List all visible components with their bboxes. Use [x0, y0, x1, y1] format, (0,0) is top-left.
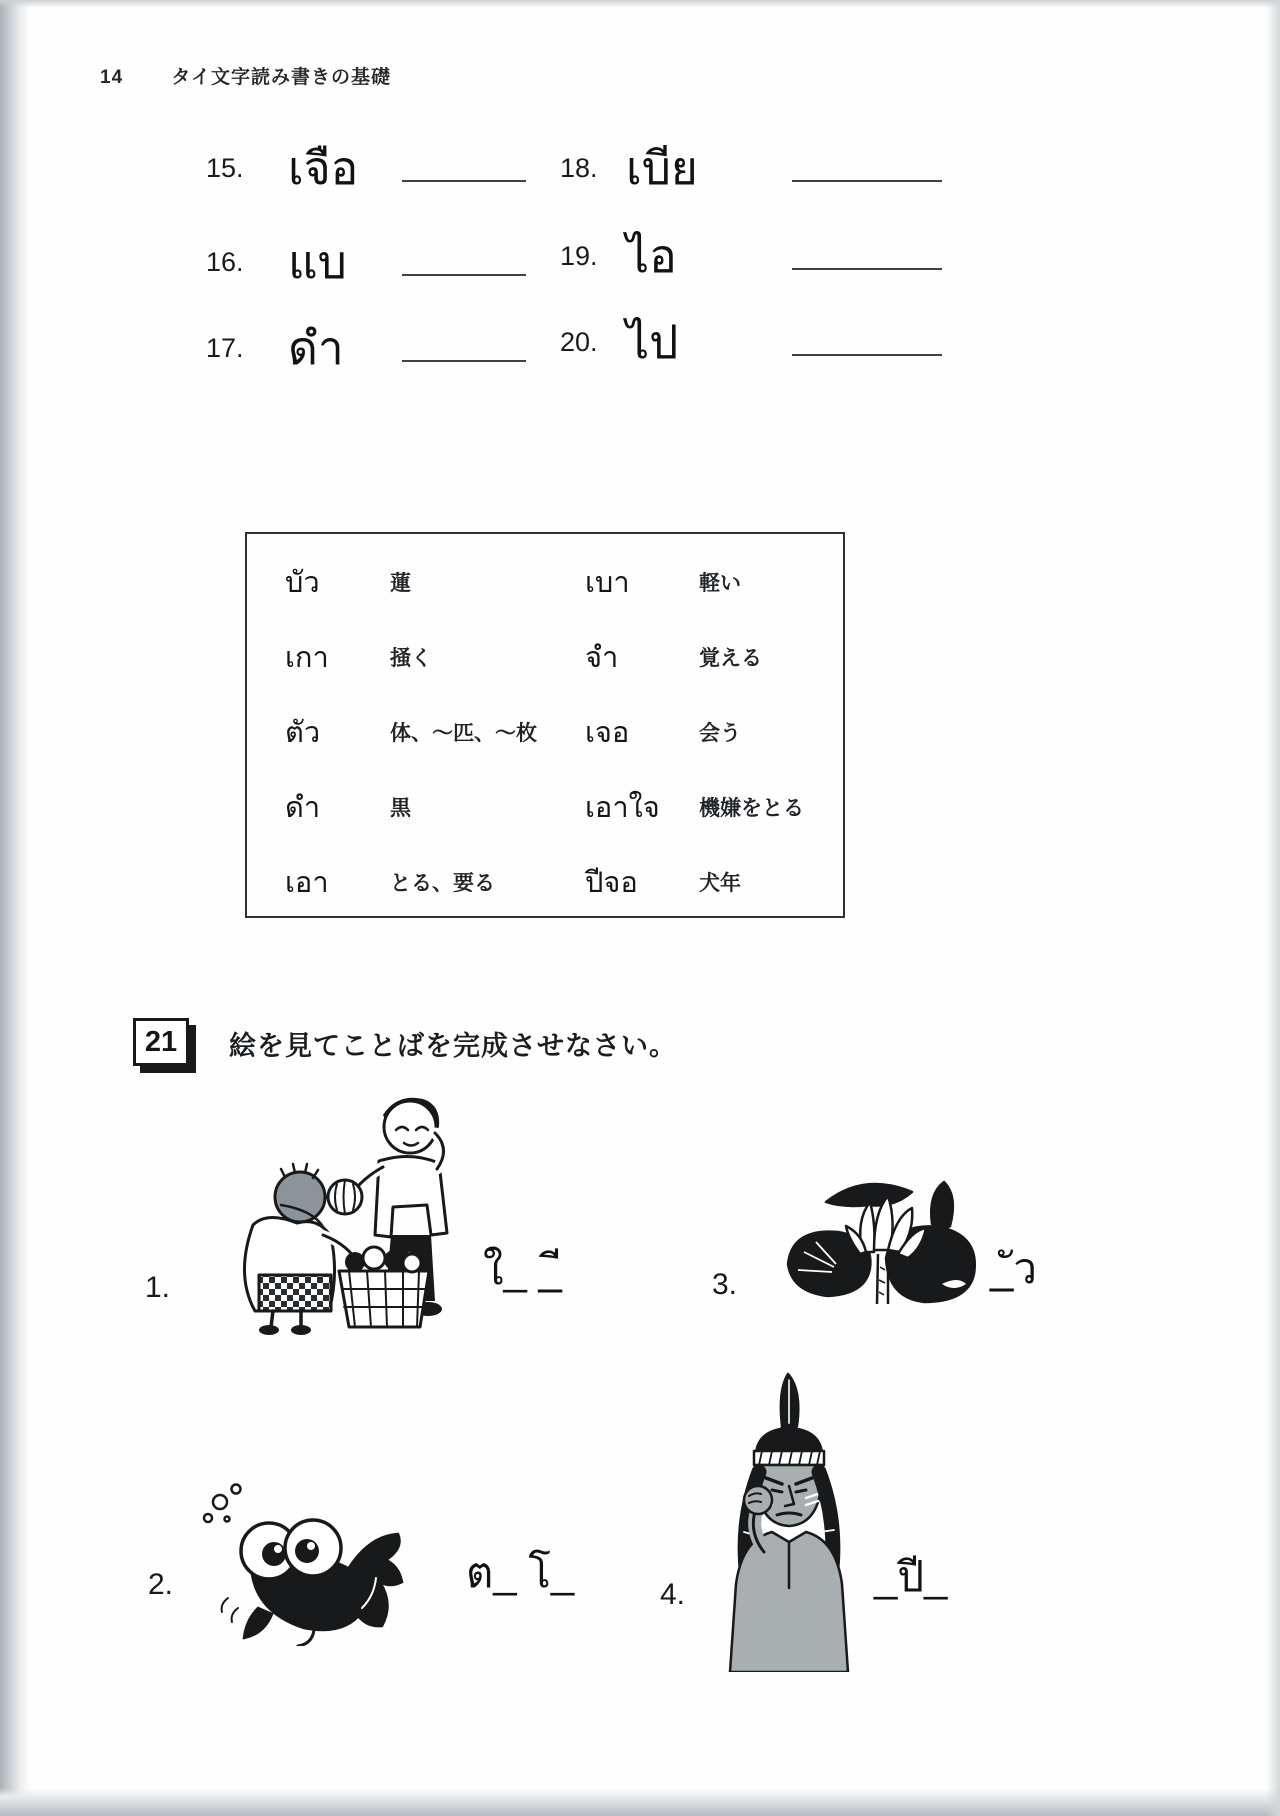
answer-text: _ัว: [990, 1245, 1037, 1292]
vocab-meaning: 蓮: [390, 571, 411, 595]
vocab-thai: จำ: [585, 641, 619, 674]
scan-edge-left: [0, 0, 30, 1816]
picture-item-3: [712, 1172, 1082, 1317]
page-number: 14: [100, 67, 124, 88]
drill-item-15: [206, 122, 551, 192]
vocab-meaning: 掻く: [390, 646, 432, 670]
picture-item-1: [145, 1085, 615, 1340]
vocab-thai: เอา: [285, 866, 329, 899]
vocab-row: [247, 544, 843, 619]
item-number: 18.: [560, 153, 598, 183]
picture-item-4: [660, 1372, 1090, 1677]
drill-item-20: [560, 296, 960, 366]
vocab-meaning: 犬年: [699, 871, 741, 895]
item-number: 16.: [206, 247, 244, 277]
vocab-meaning: 機嫌をとる: [699, 796, 804, 820]
item-number: 2.: [148, 1568, 174, 1601]
drill-item-17: [206, 302, 551, 372]
vocab-thai: เกา: [285, 641, 329, 674]
drill-item-18: [560, 122, 960, 192]
item-number: 1.: [145, 1271, 171, 1304]
man-helping-grandma-fruit-basket-illustration: [197, 1085, 477, 1335]
thai-word: แบ: [288, 235, 347, 288]
vocabulary-box: [245, 532, 845, 918]
thai-word: ไป: [626, 315, 679, 368]
answer-blank-line: [402, 180, 526, 182]
book-title: タイ文字読み書きの基礎: [171, 67, 392, 88]
page-header: [100, 62, 391, 89]
vocab-row: [247, 844, 843, 919]
answer-text: ต_ โ_: [466, 1549, 575, 1596]
item-number: 17.: [206, 333, 244, 363]
scan-edge-bottom: [0, 1788, 1280, 1816]
vocab-thai: เจอ: [585, 716, 630, 749]
item-number: 3.: [712, 1268, 738, 1301]
vocab-thai: เบา: [585, 566, 630, 599]
picture-item-2: [148, 1470, 608, 1655]
vocab-thai: ปีจอ: [585, 866, 638, 899]
item-number: 15.: [206, 153, 244, 183]
vocab-thai: ดำ: [285, 791, 321, 824]
big-eyed-goldfish-illustration: [194, 1478, 409, 1646]
answer-blank-line: [402, 274, 526, 276]
vocab-row: [247, 619, 843, 694]
item-number: 20.: [560, 327, 598, 357]
vocab-thai: ตัว: [285, 716, 321, 749]
vocab-meaning: 軽い: [699, 571, 741, 595]
vocab-thai: เอาใจ: [585, 791, 660, 824]
answer-blank-line: [402, 360, 526, 362]
thai-word: เบีย: [626, 141, 698, 194]
drill-item-19: [560, 210, 960, 280]
answer-blank-line: [792, 180, 942, 182]
vocab-meaning: 黒: [390, 796, 411, 820]
item-number: 4.: [660, 1578, 686, 1611]
answer-text: ใ_ _ี: [483, 1246, 562, 1293]
exercise-instruction: 絵を見てことばを完成させなさい。: [229, 1031, 677, 1061]
item-number: 19.: [560, 241, 598, 271]
vocab-row: [247, 769, 843, 844]
person-with-braids-and-feather-illustration: [702, 1372, 877, 1672]
thai-word: เจือ: [288, 141, 359, 194]
answer-text: _ปี_: [874, 1553, 948, 1600]
thai-word: ดำ: [288, 321, 344, 374]
vocab-meaning: 覚える: [699, 646, 762, 670]
answer-blank-line: [792, 354, 942, 356]
vocab-meaning: 会う: [699, 721, 741, 745]
answer-blank-line: [792, 268, 942, 270]
scan-edge-top: [0, 0, 1280, 8]
thai-word: ไอ: [626, 229, 677, 282]
scan-edge-right: [1266, 0, 1280, 1816]
vocab-row: [247, 694, 843, 769]
drill-item-16: [206, 216, 551, 286]
lotus-flower-illustration: [774, 1172, 984, 1312]
vocab-meaning: 体、〜匹、〜枚: [390, 721, 537, 745]
exercise-number-badge: 21: [133, 1018, 189, 1066]
vocab-meaning: とる、要る: [390, 871, 495, 895]
vocab-thai: บัว: [285, 566, 320, 599]
